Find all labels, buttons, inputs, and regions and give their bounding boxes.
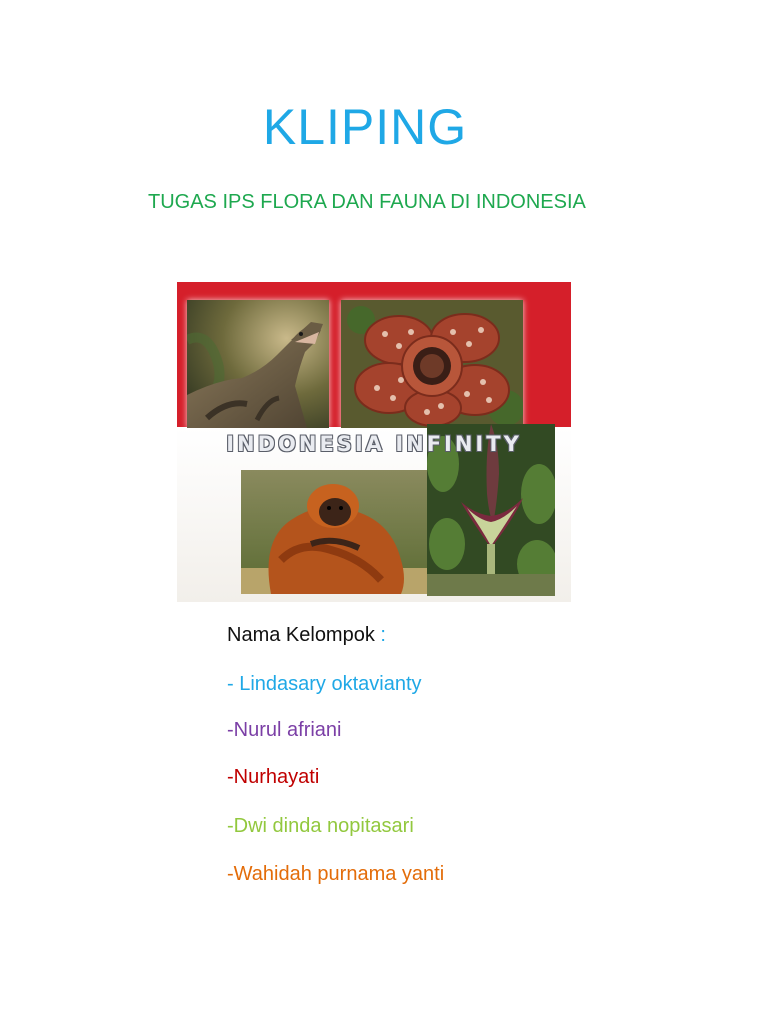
group-heading-colon: :	[374, 624, 386, 646]
member-5: -Wahidah purnama yanti	[227, 863, 445, 885]
komodo-dragon-photo	[187, 300, 329, 428]
orangutan-photo	[241, 470, 427, 594]
member-2: -Nurul afriani	[227, 719, 342, 741]
member-4: -Dwi dinda nopitasari	[227, 815, 414, 837]
member-1: - Lindasary oktavianty	[227, 673, 422, 695]
image-watermark: INDONESIA INFINITY	[226, 432, 522, 456]
flora-fauna-collage	[177, 282, 571, 602]
group-heading-label: Nama Kelompok	[227, 624, 375, 646]
group-heading	[227, 625, 386, 645]
page-title: KLIPING	[262, 99, 468, 155]
member-3: -Nurhayati	[227, 766, 320, 788]
page-subtitle: TUGAS IPS FLORA DAN FAUNA DI INDONESIA	[148, 191, 586, 213]
rafflesia-flower-photo	[341, 300, 523, 428]
